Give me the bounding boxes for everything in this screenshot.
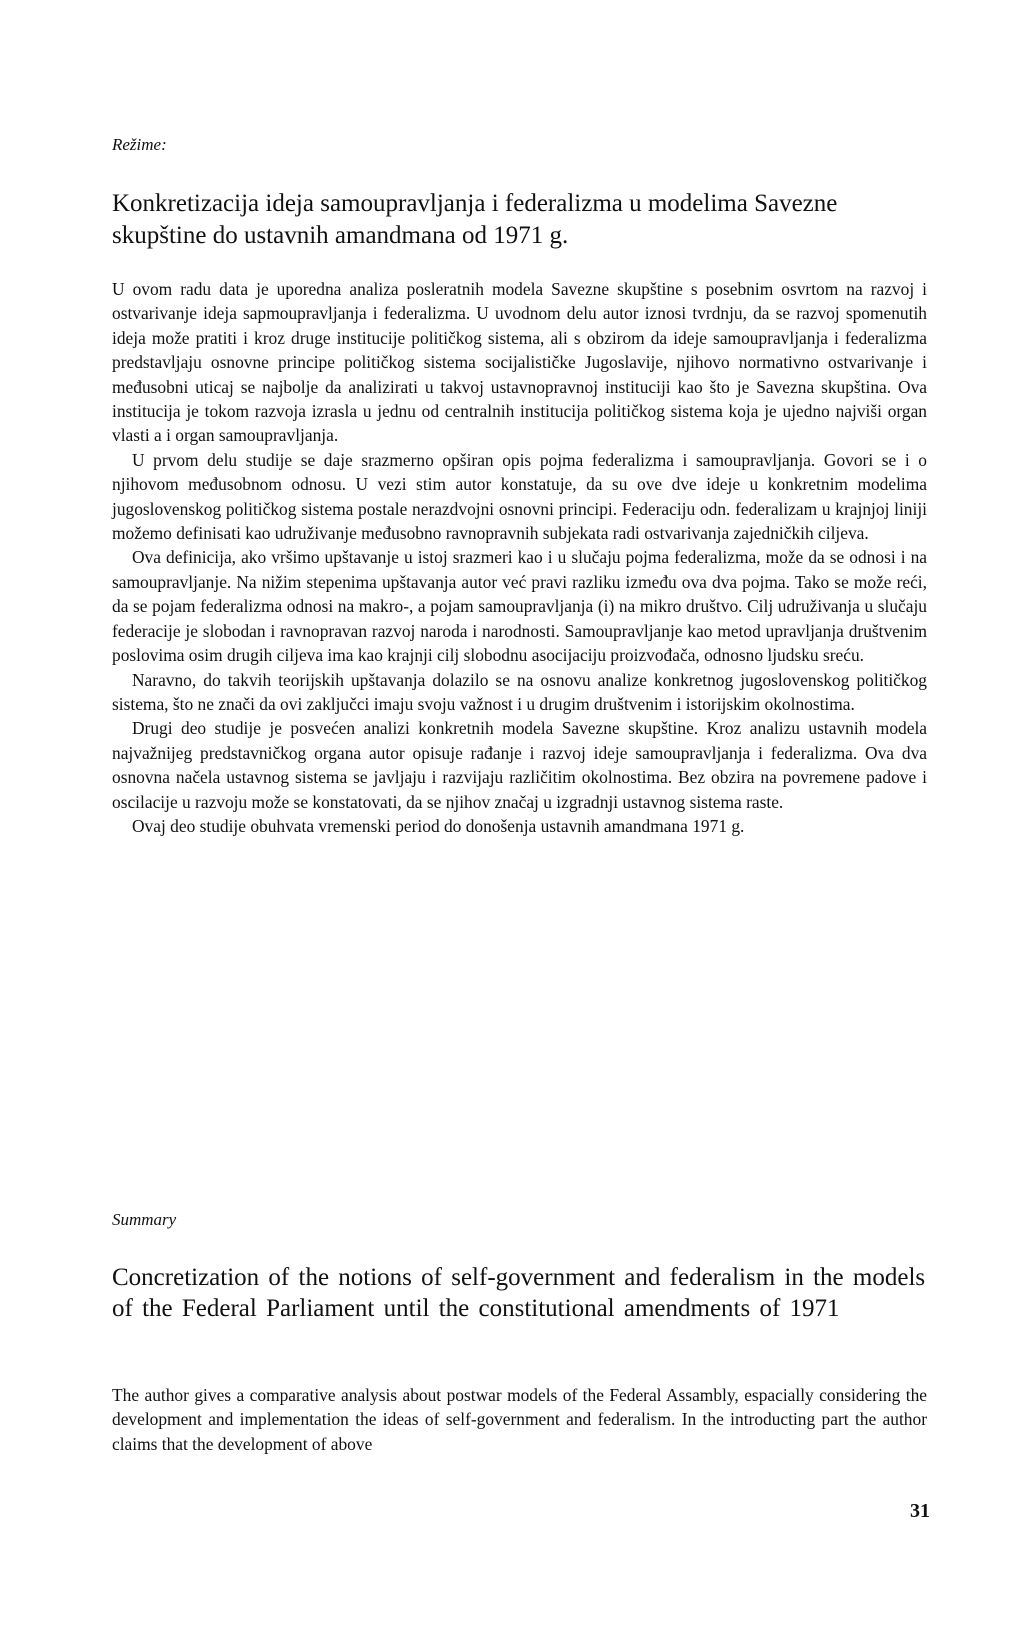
rezime-title: Konkretizacija ideja samoupravljanja i federalizma u modelima Savezne skupštine do ustavnih amandmana od 1971 g. xyxy=(112,190,838,249)
rezime-paragraph: Ova definicija, ako vršimo upštavanje u istoj srazmeri kao i u slučaju pojma federalizma, može da se odnosi i na samoupravljanje. Na nižim stepenima upštavanja autor već pravi razliku između ova dva pojma. Tako se može reći, da se pojam federalizma odnosi na makro-, a pojam samoupravljanja (i) na mikro društvo. Cilj udruživanja u slučaju federacije je slobodan i ravnopravan razvoj naroda i narodnosti. Samoupravljanje kao metod upravljanja društvenim poslovima osim drugih ciljeva ima kao krajnji cilj slobodnu asocijaciju proizvođača, odnosno ljudsku sreću. xyxy=(112,547,927,666)
rezime-paragraph: U ovom radu data je uporedna analiza posleratnih modela Savezne skupštine s posebnim osvrtom na razvoj i ostvarivanje ideja sapmoupravljanja i federalizma. U uvodnom delu autor iznosi tvrdnju, da se razvoj spomenutih ideja može pratiti i kroz druge institucije političkog sistema, ali s obzirom da ideje samoupravljanja i federalizma predstavljaju osnovne principe političkog sistema socijalističke Jugoslavije, njihovo normativno ostvarivanje i međusobni uticaj se najbolje da analizirati u takvoj ustavnopravnoj instituciji kao što je Savezna skupština. Ova institucija je tokom razvoja izrasla u jednu od centralnih institucija političkog sistema koja je ujedno najviši organ vlasti a i organ samoupravljanja. xyxy=(112,279,927,446)
rezime-paragraph: Ovaj deo studije obuhvata vremenski period do donošenja ustavnih amandmana 1971 g. xyxy=(132,815,745,836)
rezime-paragraph: U prvom delu studije se daje srazmerno opširan opis pojma federalizma i samoupravljanja. Govori se i o njihovom međusobnom odnosu. U vezi stim autor konstatuje, da su ove dve ideje u konkretnim modelima jugoslovenskog političkog sistema postale nerazdvojni osnovni principi. Federaciju odn. federalizam u krajnjoj liniji možemo definisati kao udruživanje međusobno ravnopravnih subjekata radi ostvarivanja zajedničkih ciljeva. xyxy=(112,449,927,544)
summary-body xyxy=(112,1383,927,1456)
summary-title: Concretization of the notions of self-government and federalism in the models of the Federal Parliament until the constitutional amendments of 1971 xyxy=(112,1264,926,1322)
summary-paragraph: The author gives a comparative analysis about postwar models of the Federal Assambly, espacially considering the development and implementation the ideas of self-government and federalism. In the introducting part the author claims that the development of above xyxy=(112,1385,927,1454)
page-number: 31 xyxy=(910,1500,930,1522)
rezime-paragraph: Drugi deo studije je posvećen analizi konkretnih modela Savezne skupštine. Kroz analizu ustavnih modela najvažnijeg predstavničkog organa autor opisuje rađanje i razvoj ideje samoupravljanja i federalizma. Ova dva osnovna načela ustavnog sistema se javljaju i razvijaju različitim okolnostima. Bez obzira na povremene padove i oscilacije u razvoju može se konstatovati, da se njihov značaj u izgradnji ustavnog sistema raste. xyxy=(112,718,927,812)
rezime-label: Režime: xyxy=(112,135,167,154)
rezime-body xyxy=(112,277,927,838)
summary-label: Summary xyxy=(112,1210,177,1229)
rezime-paragraph: Naravno, do takvih teorijskih upštavanja dolazilo se na osnovu analize konkretnog jugoslovenskog političkog sistema, što ne znači da ovi zaključci imaju svoju važnost i u drugim društvenim i istorijskim okolnostima. xyxy=(112,669,927,714)
